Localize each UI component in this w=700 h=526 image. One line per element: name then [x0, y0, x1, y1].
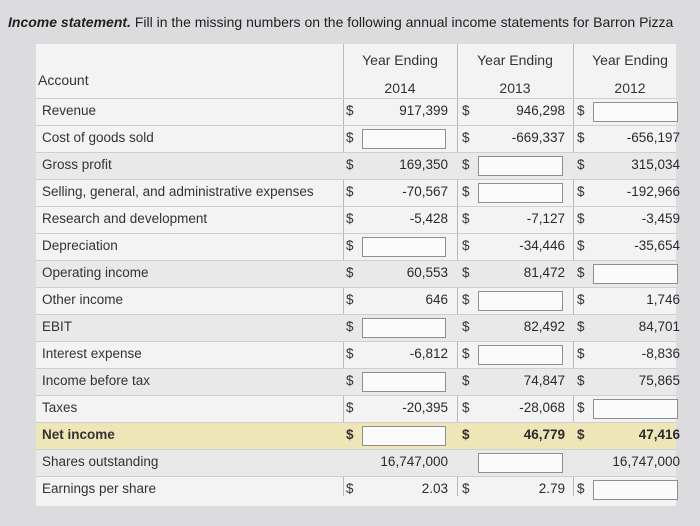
dollar-sign: $ [462, 265, 470, 280]
dollar-sign: $ [346, 427, 354, 442]
value-2013: -669,337 [511, 130, 565, 145]
missing-value-input-2013[interactable] [478, 453, 563, 473]
dollar-sign: $ [346, 130, 354, 145]
table-row [36, 260, 676, 287]
dollar-sign: $ [577, 292, 585, 307]
dollar-sign: $ [462, 103, 470, 118]
account-label: Earnings per share [42, 481, 157, 496]
value-2013: -7,127 [526, 211, 565, 226]
header-2014-year: 2014 [384, 80, 416, 96]
dollar-sign: $ [577, 265, 585, 280]
dollar-sign: $ [462, 481, 470, 496]
value-2013: 46,779 [523, 427, 565, 442]
header-2013-label: Year Ending [477, 52, 553, 68]
dollar-sign: $ [346, 292, 354, 307]
missing-value-input-2014[interactable] [362, 237, 446, 257]
value-2014: 16,747,000 [380, 454, 448, 469]
dollar-sign: $ [577, 481, 585, 496]
value-2014: -20,395 [402, 400, 448, 415]
account-label: Net income [42, 427, 115, 442]
dollar-sign: $ [346, 481, 354, 496]
dollar-sign: $ [577, 373, 585, 388]
value-2012: -3,459 [641, 211, 680, 226]
title-lead: Income statement. [8, 14, 131, 30]
header-2014-label: Year Ending [362, 52, 438, 68]
value-2012: 47,416 [638, 427, 680, 442]
value-2012: 75,865 [638, 373, 680, 388]
dollar-sign: $ [462, 211, 470, 226]
dollar-sign: $ [577, 427, 585, 442]
value-2012: 84,701 [638, 319, 680, 334]
account-label: Gross profit [42, 157, 112, 172]
dollar-sign: $ [346, 400, 354, 415]
value-2012: -35,654 [634, 238, 680, 253]
value-2014: 169,350 [399, 157, 448, 172]
table-row [36, 179, 680, 206]
value-2012: 1,746 [646, 292, 680, 307]
dollar-sign: $ [577, 400, 585, 415]
missing-value-input-2013[interactable] [478, 345, 563, 365]
dollar-sign: $ [577, 157, 585, 172]
header-2013-year: 2013 [499, 80, 531, 96]
value-2012: -192,966 [626, 184, 680, 199]
dollar-sign: $ [346, 238, 354, 253]
value-2012: 315,034 [631, 157, 680, 172]
value-2013: -34,446 [519, 238, 565, 253]
missing-value-input-2013[interactable] [478, 183, 563, 203]
dollar-sign: $ [462, 184, 470, 199]
dollar-sign: $ [346, 211, 354, 226]
value-2013: 81,472 [523, 265, 565, 280]
account-label: Operating income [42, 265, 149, 280]
dollar-sign: $ [577, 211, 585, 226]
table-row [36, 341, 680, 368]
dollar-sign: $ [577, 238, 585, 253]
table-row [36, 287, 680, 314]
value-2014: 60,553 [406, 265, 448, 280]
account-header: Account [38, 72, 89, 88]
table-row [36, 233, 680, 260]
value-2014: 917,399 [399, 103, 448, 118]
value-2013: 2.79 [538, 481, 565, 496]
dollar-sign: $ [462, 319, 470, 334]
dollar-sign: $ [462, 346, 470, 361]
missing-value-input-2014[interactable] [362, 318, 446, 338]
account-label: Interest expense [42, 346, 142, 361]
missing-value-input-2013[interactable] [478, 291, 563, 311]
value-2014: 646 [425, 292, 448, 307]
value-2012: -8,836 [641, 346, 680, 361]
account-label: Research and development [42, 211, 208, 226]
dollar-sign: $ [577, 103, 585, 118]
missing-value-input-2014[interactable] [362, 372, 446, 392]
dollar-sign: $ [462, 427, 470, 442]
value-2012: 16,747,000 [612, 454, 680, 469]
value-2014: 2.03 [421, 481, 448, 496]
value-2013: -28,068 [519, 400, 565, 415]
account-label: Shares outstanding [42, 454, 159, 469]
account-label: Revenue [42, 103, 97, 118]
dollar-sign: $ [577, 319, 585, 334]
table-row [36, 152, 680, 179]
account-label: Depreciation [42, 238, 118, 253]
missing-value-input-2012[interactable] [593, 264, 678, 284]
missing-value-input-2014[interactable] [362, 426, 446, 446]
table-row [36, 422, 680, 449]
missing-value-input-2012[interactable] [593, 102, 678, 122]
header-2012-year: 2012 [614, 80, 646, 96]
dollar-sign: $ [462, 157, 470, 172]
dollar-sign: $ [346, 184, 354, 199]
table-row [36, 395, 676, 422]
header-2012-label: Year Ending [592, 52, 668, 68]
dollar-sign: $ [346, 373, 354, 388]
table-row [36, 125, 680, 152]
dollar-sign: $ [346, 319, 354, 334]
table-row [36, 476, 676, 503]
dollar-sign: $ [462, 292, 470, 307]
missing-value-input-2014[interactable] [362, 129, 446, 149]
dollar-sign: $ [346, 346, 354, 361]
missing-value-input-2012[interactable] [593, 399, 678, 419]
missing-value-input-2012[interactable] [593, 480, 678, 500]
value-2013: 946,298 [516, 103, 565, 118]
value-2013: 82,492 [523, 319, 565, 334]
table-row [36, 98, 676, 125]
value-2014: -6,812 [409, 346, 448, 361]
table-row [36, 368, 680, 395]
dollar-sign: $ [577, 130, 585, 145]
value-2012: -656,197 [626, 130, 680, 145]
dollar-sign: $ [346, 265, 354, 280]
account-label: Income before tax [42, 373, 151, 388]
account-label: EBIT [42, 319, 73, 334]
table-row [36, 206, 680, 233]
table-row [36, 449, 680, 476]
account-label: Taxes [42, 400, 78, 415]
account-label: Cost of goods sold [42, 130, 154, 145]
dollar-sign: $ [462, 400, 470, 415]
value-2014: -70,567 [402, 184, 448, 199]
value-2013: 74,847 [523, 373, 565, 388]
dollar-sign: $ [462, 238, 470, 253]
value-2014: -5,428 [409, 211, 448, 226]
problem-title [8, 14, 673, 30]
dollar-sign: $ [346, 157, 354, 172]
dollar-sign: $ [577, 346, 585, 361]
dollar-sign: $ [462, 373, 470, 388]
table-row [36, 314, 680, 341]
account-label: Selling, general, and administrative expenses [42, 184, 314, 199]
title-text: Fill in the missing numbers on the following annual income statements for Barron Pizza [134, 14, 674, 30]
dollar-sign: $ [346, 103, 354, 118]
dollar-sign: $ [577, 184, 585, 199]
dollar-sign: $ [462, 130, 470, 145]
account-label: Other income [42, 292, 124, 307]
missing-value-input-2013[interactable] [478, 156, 563, 176]
